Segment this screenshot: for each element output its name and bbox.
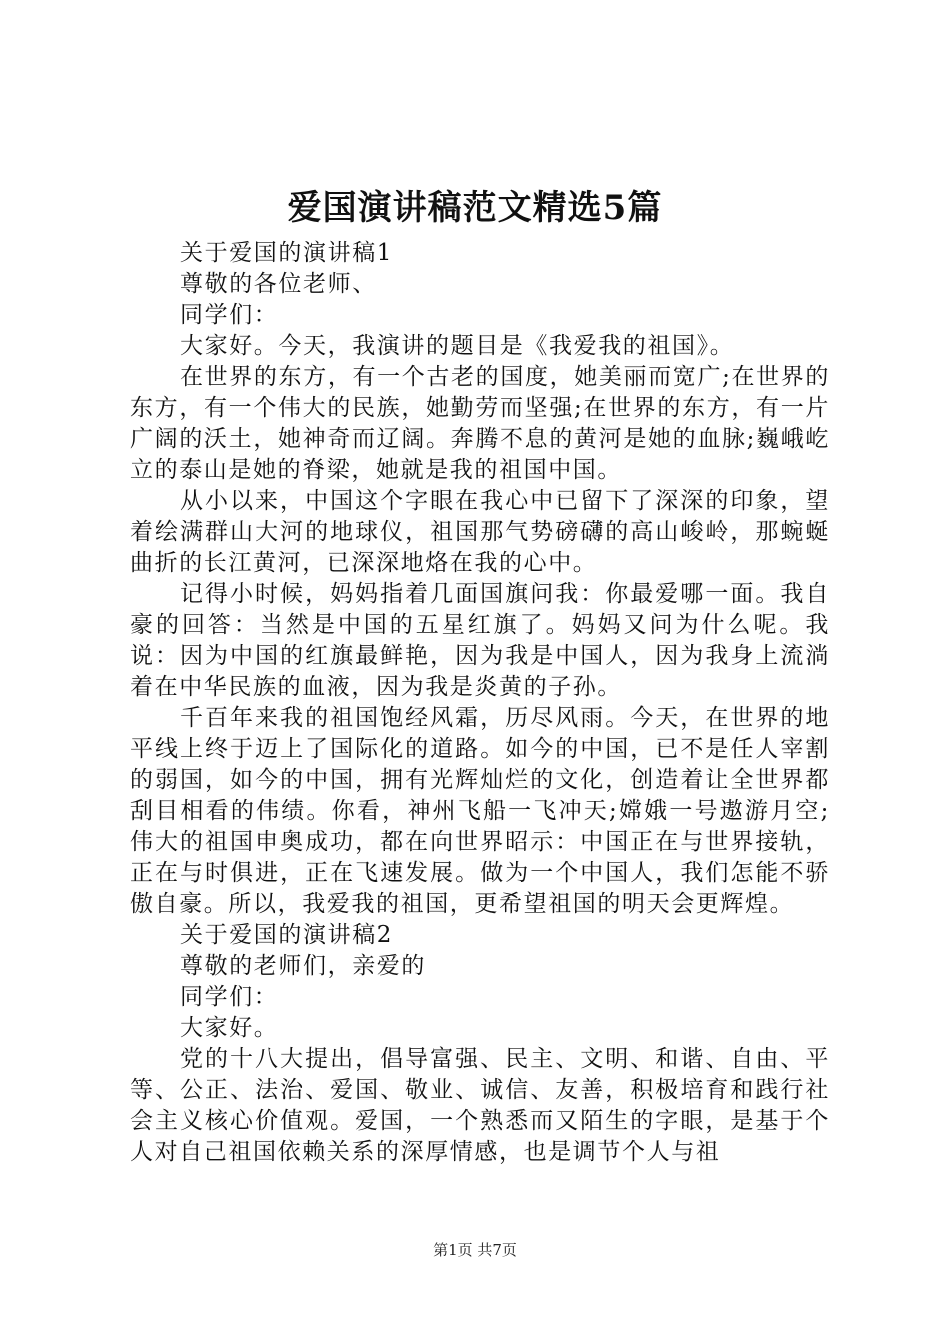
document-title: 爱国演讲稿范文精选5篇 <box>287 188 663 228</box>
paragraph: 党的十八大提出，倡导富强、民主、文明、和谐、自由、平等、公正、法治、爱国、敬业、诚信、友善，积极培育和践行社会主义核心价值观。爱国，一个熟悉而又陌生的字眼，是基于个人对自己祖国依赖关系的深厚情感，也是调节个人与祖 <box>130 1046 830 1165</box>
paragraph: 尊敬的各位老师、 <box>180 271 377 297</box>
page-number-footer: 第1页 共7页 <box>433 1241 517 1259</box>
paragraph: 同学们： <box>180 984 279 1010</box>
paragraph: 在世界的东方，有一个古老的国度，她美丽而宽广;在世界的东方，有一个伟大的民族，她勤劳而坚强;在世界的东方，有一片广阔的沃土，她神奇而辽阔。奔腾不息的黄河是她的血脉;巍峨屹立的泰山是她的脊梁，她就是我的祖国中国。 <box>130 364 830 483</box>
paragraph: 大家好。 <box>180 1015 279 1041</box>
paragraph: 关于爱国的演讲稿2 <box>180 922 394 948</box>
paragraph: 千百年来我的祖国饱经风霜，历尽风雨。今天，在世界的地平线上终于迈上了国际化的道路。如今的中国，已不是任人宰割的弱国，如今的中国，拥有光辉灿烂的文化，创造着让全世界都刮目相看的伟绩。你看，神州飞船一飞冲天;嫦娥一号遨游月空;伟大的祖国申奥成功，都在向世界昭示：中国正在与世界接轨，正在与时俱进，正在飞速发展。做为一个中国人，我们怎能不骄傲自豪。所以，我爱我的祖国，更希望祖国的明天会更辉煌。 <box>130 705 830 917</box>
paragraph: 大家好。今天，我演讲的题目是《我爱我的祖国》。 <box>180 333 735 359</box>
paragraph: 从小以来，中国这个字眼在我心中已留下了深深的印象，望着绘满群山大河的地球仪，祖国那气势磅礴的高山峻岭，那蜿蜒曲折的长江黄河，已深深地烙在我的心中。 <box>130 488 830 576</box>
paragraph: 尊敬的老师们，亲爱的 <box>180 953 426 979</box>
paragraph: 关于爱国的演讲稿1 <box>180 240 394 266</box>
paragraph: 记得小时候，妈妈指着几面国旗问我：你最爱哪一面。我自豪的回答：当然是中国的五星红旗了。妈妈又问为什么呢。我说：因为中国的红旗最鲜艳，因为我是中国人，因为我身上流淌着在中华民族的血液，因为我是炎黄的子孙。 <box>130 581 830 700</box>
paragraph: 同学们： <box>180 302 279 328</box>
document-body <box>130 238 830 1168</box>
